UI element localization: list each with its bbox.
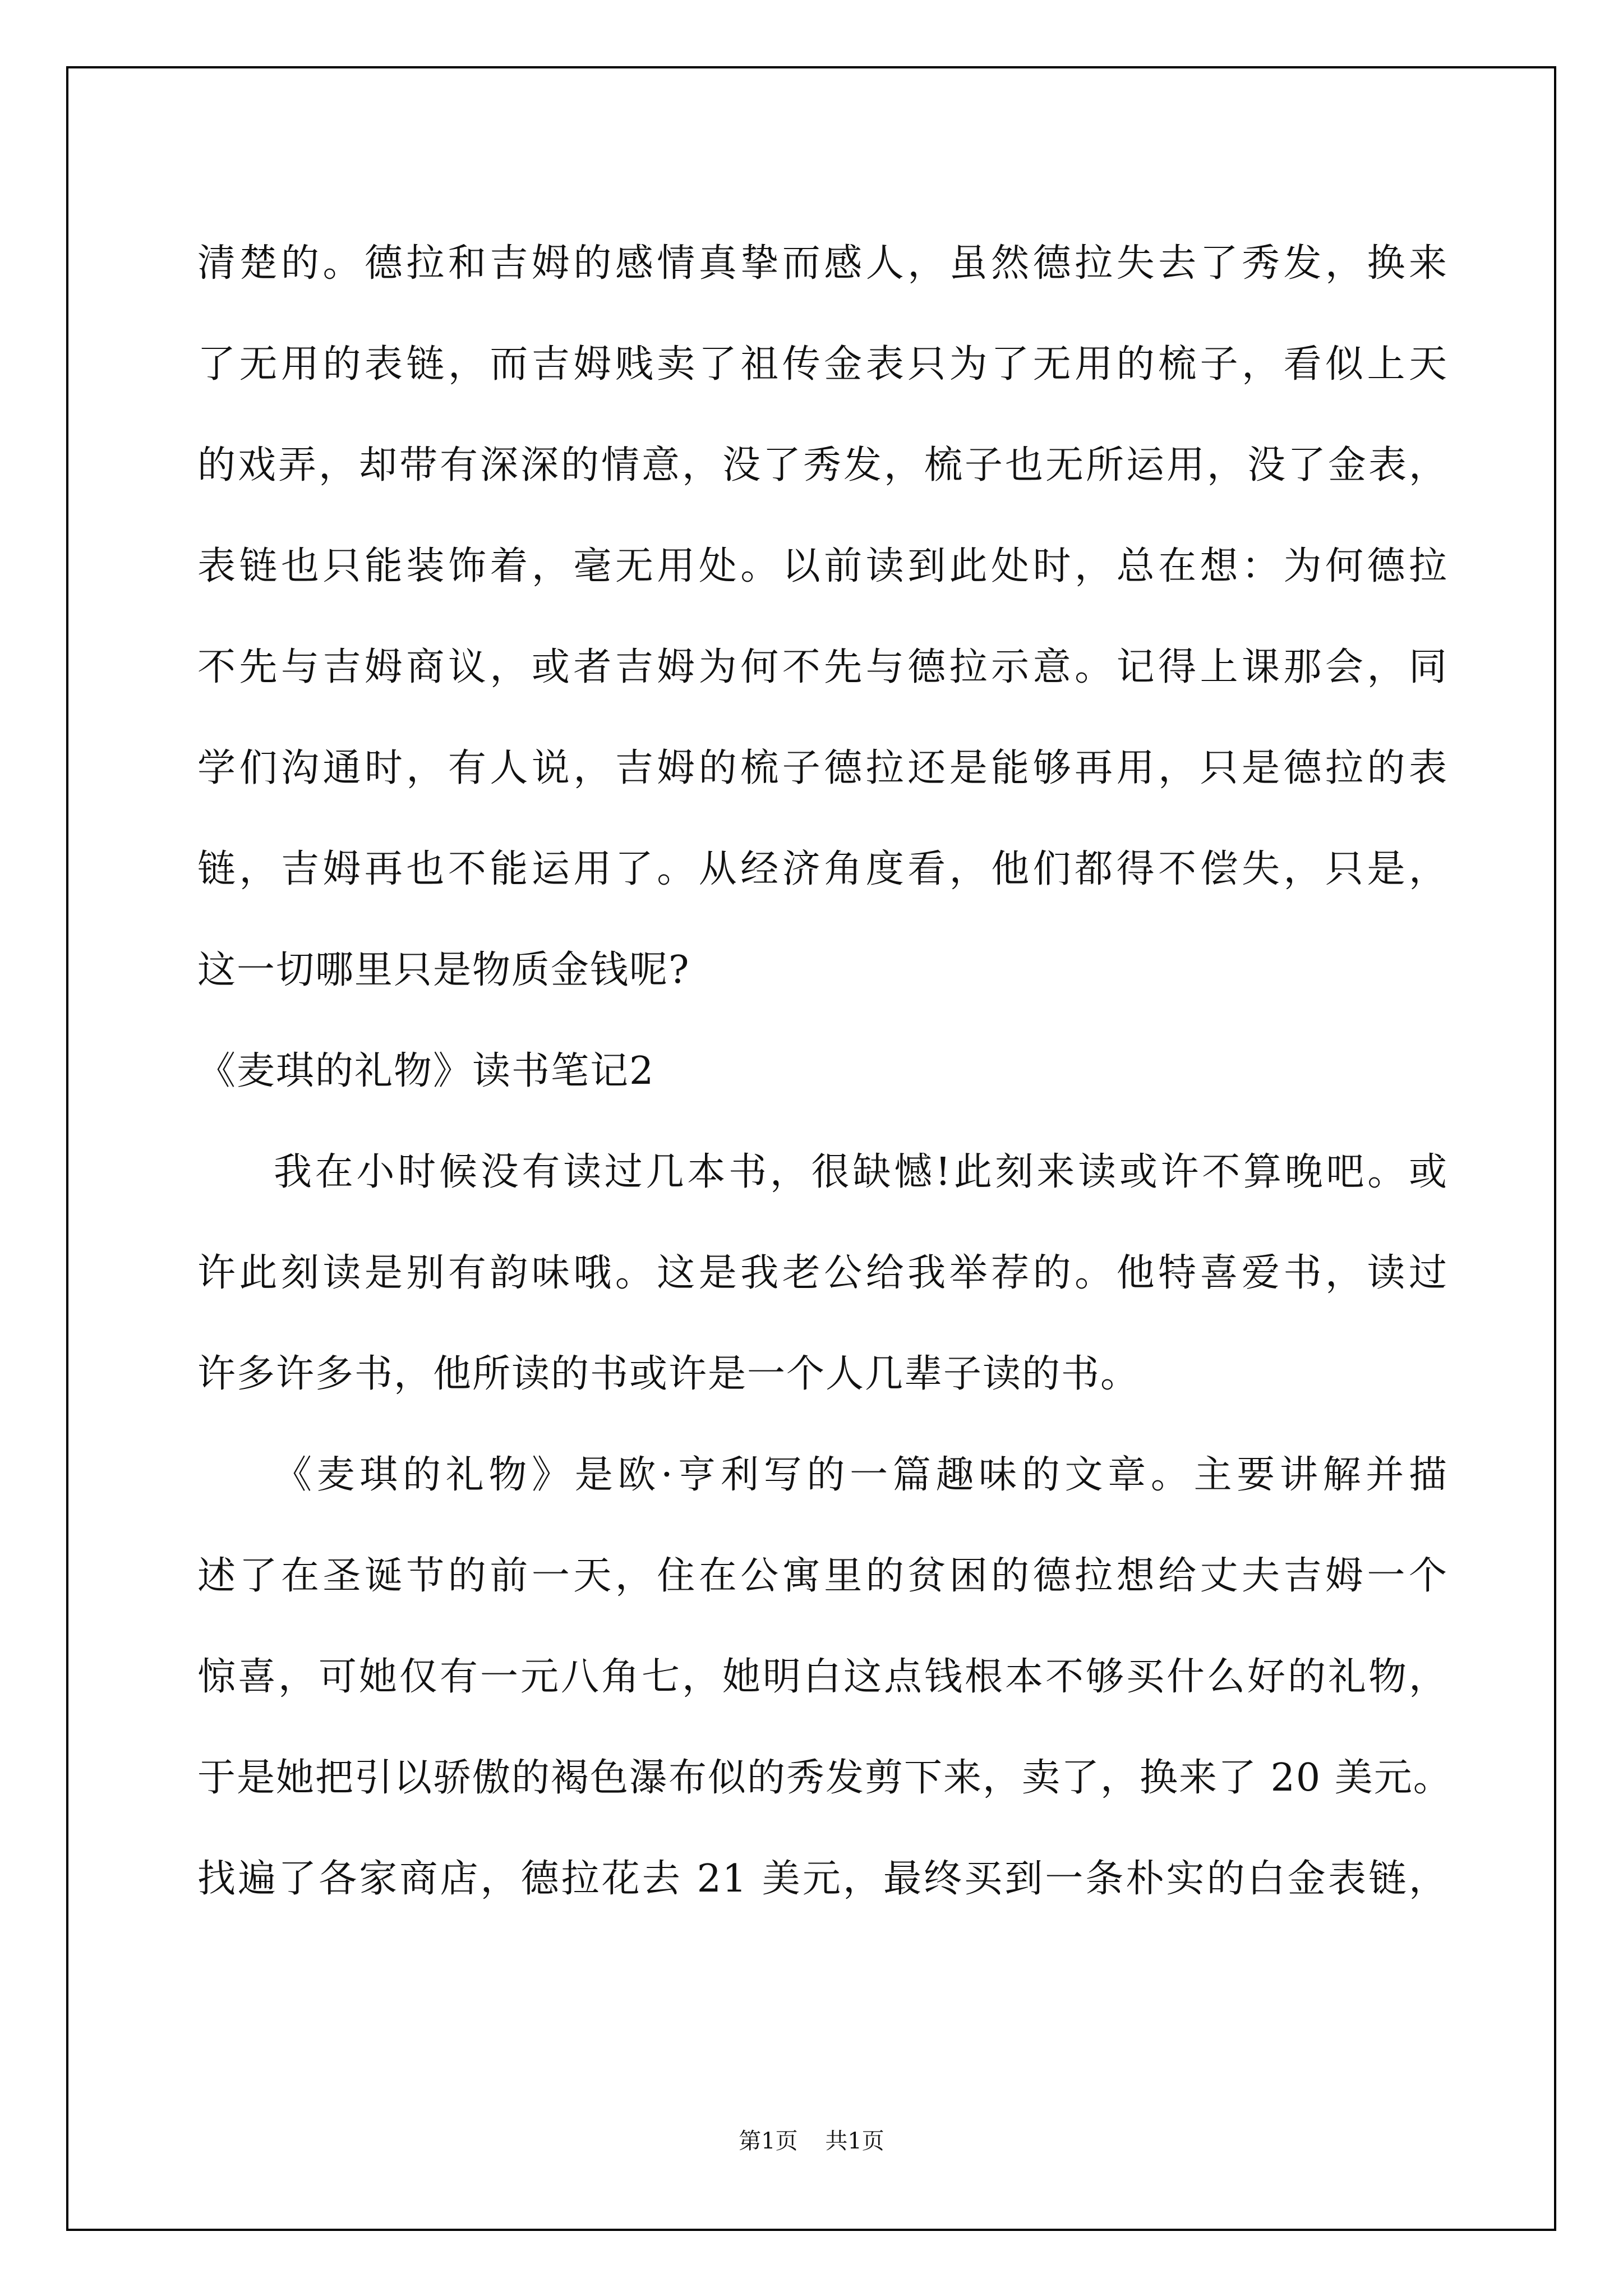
text-line: 许多许多书，他所读的书或许是一个人几辈子读的书。 <box>197 1352 1140 1396</box>
text-line: 《麦琪的礼物》是欧·亨利写的一篇趣味的文章。主要讲解并描 <box>274 1453 1448 1497</box>
text-line: 找遍了各家商店，德拉花去 21 美元，最终买到一条朴实的白金表链， <box>197 1857 1448 1901</box>
text-line: 于是她把引以骄傲的褐色瀑布似的秀发剪下来，卖了，换来了 20 美元。 <box>197 1756 1453 1800</box>
page-footer <box>0 2123 1623 2155</box>
page-number: 第1页 <box>739 2128 798 2154</box>
page-total: 共1页 <box>825 2128 884 2154</box>
section-heading: 《麦琪的礼物》读书笔记2 <box>197 1049 655 1093</box>
text-line: 这一切哪里只是物质金钱呢? <box>197 948 690 992</box>
text-line: 我在小时候没有读过几本书，很缺憾!此刻来读或许不算晚吧。或 <box>274 1150 1448 1194</box>
text-line: 的戏弄，却带有深深的情意，没了秀发，梳子也无所运用，没了金表， <box>197 443 1448 487</box>
text-line: 学们沟通时，有人说，吉姆的梳子德拉还是能够再用，只是德拉的表 <box>197 746 1448 790</box>
document-body <box>197 213 1453 1930</box>
text-line: 惊喜，可她仅有一元八角七，她明白这点钱根本不够买什么好的礼物， <box>197 1655 1448 1699</box>
text-line: 清楚的。德拉和吉姆的感情真挚而感人，虽然德拉失去了秀发，换来 <box>197 241 1448 286</box>
text-line: 不先与吉姆商议，或者吉姆为何不先与德拉示意。记得上课那会，同 <box>197 645 1448 689</box>
text-line: 表链也只能装饰着，毫无用处。以前读到此处时，总在想：为何德拉 <box>197 544 1448 588</box>
text-line: 述了在圣诞节的前一天，住在公寓里的贫困的德拉想给丈夫吉姆一个 <box>197 1554 1448 1598</box>
text-line: 许此刻读是别有韵味哦。这是我老公给我举荐的。他特喜爱书，读过 <box>197 1251 1448 1295</box>
text-line: 链，吉姆再也不能运用了。从经济角度看，他们都得不偿失，只是， <box>197 847 1448 891</box>
text-line: 了无用的表链，而吉姆贱卖了祖传金表只为了无用的梳子，看似上天 <box>197 342 1448 386</box>
